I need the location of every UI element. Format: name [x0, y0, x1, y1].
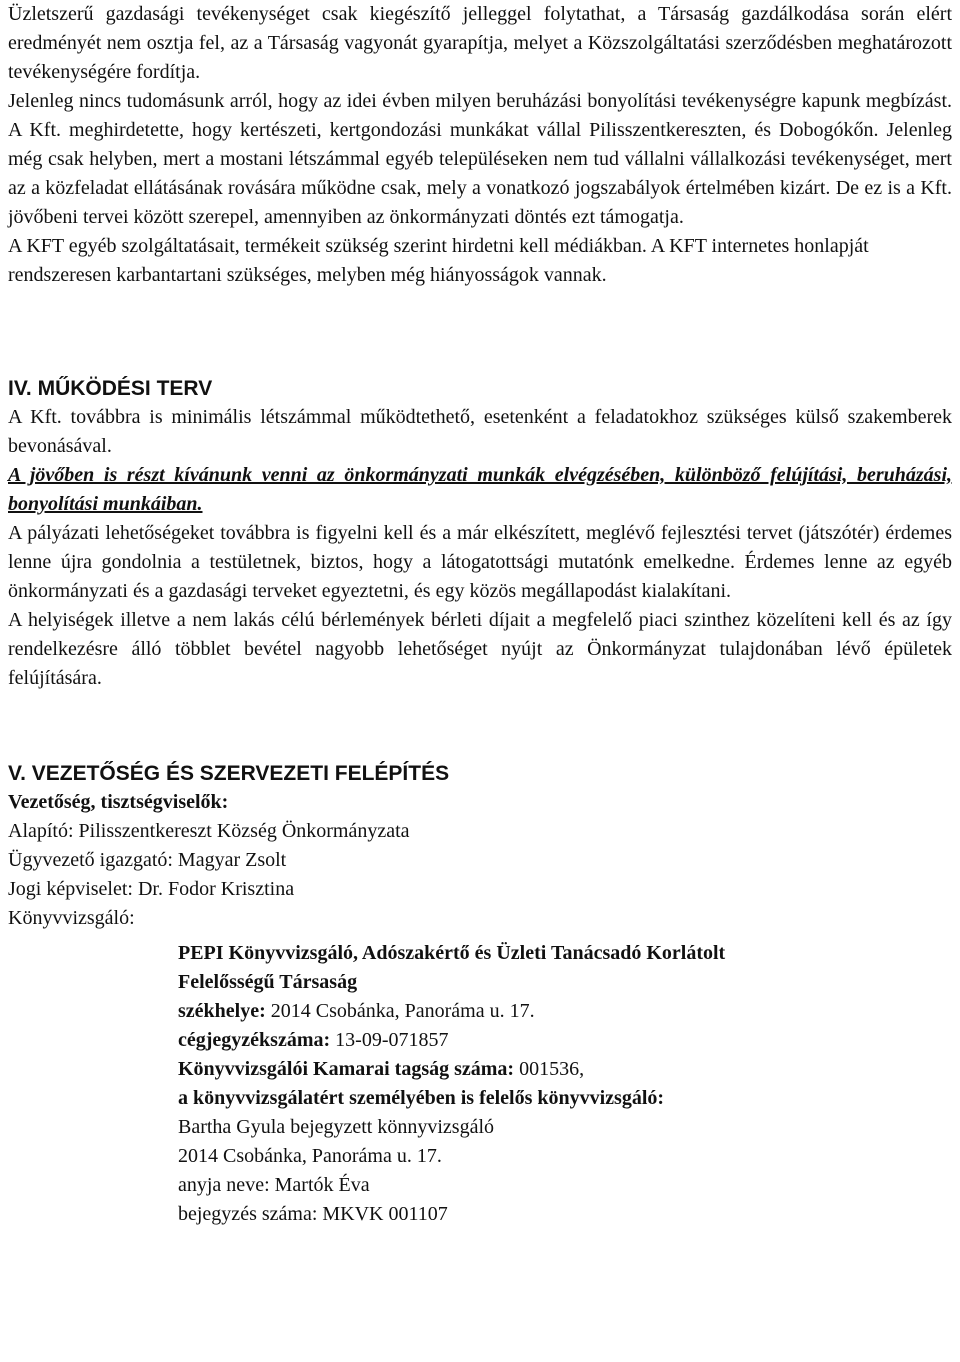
section-4-paragraph-4: A helyiségek illetve a nem lakás célú bérlemények bérleti díjait a megfelelő piaci szinthez közelíteni kell és az így rendelkezésre álló többlet bevétel nagyobb lehetőséget nyújt az Önkormányzat tulajdonában lévő épületek felújítására.	[8, 609, 952, 689]
section-5-heading: V. VEZETŐSÉG ÉS SZERVEZETI FELÉPÍTÉS	[8, 762, 450, 785]
auditor-details	[8, 933, 952, 1229]
ceo-line: Ügyvezető igazgató: Magyar Zsolt	[8, 849, 287, 871]
section-4-paragraph-3: A pályázati lehetőségeket továbbra is figyelni kell és a már elkészített, meglévő fejlesztési tervet (játszótér) érdemes lenne újra gondolnia a testületnek, biztos, hogy a látogatottsági mutatónk emelkedne. Érdemes lenne az egyéb önkormányzati és a gazdasági terveket egyeztetni, és egy közös megállapodást kialakítani.	[8, 522, 952, 602]
spacer	[8, 693, 952, 759]
auditor-seat	[178, 997, 952, 1026]
intro-paragraph-2: Jelenleg nincs tudomásunk arról, hogy az idei évben milyen beruházási bonyolítási tevékenységre kapunk megbízást. A Kft. meghirdetette, hogy kertészeti, kertgondozási munkákat vállal Pilisszentkereszten, és Dobogókőn. Jelenleg még csak helyben, mert a mostani létszámmal egyéb településeken nem tud vállalni vállalkozási tevékenységet, mert az a közfeladat ellátásának rovására működne csak, mely a vonatkozó jogszabályok értelmében kizárt. De ez is a Kft. jövőbeni tervei között szerepel, amennyiben az önkormányzati döntés ezt támogatja.	[8, 90, 952, 228]
auditor-chamber	[178, 1055, 952, 1084]
seat-value: 2014 Csobánka, Panoráma u. 17.	[265, 1000, 535, 1022]
responsible-auditor-label: a könyvvizsgálatért személyében is felelős könyvvizsgáló:	[178, 1087, 665, 1109]
regno-label: cégjegyzékszáma:	[178, 1029, 331, 1051]
auditor-company-name: PEPI Könyvvizsgáló, Adószakértő és Üzleti Tanácsadó Korlátolt	[178, 942, 726, 964]
regno-value: 13-09-071857	[330, 1029, 449, 1051]
legal-representation-line: Jogi képviselet: Dr. Fodor Krisztina	[8, 878, 295, 900]
auditor-company-name-cont: Felelősségű Társaság	[178, 971, 358, 993]
section-4-heading: IV. MŰKÖDÉSI TERV	[8, 377, 213, 400]
responsible-auditor-mother: anyja neve: Martók Éva	[178, 1174, 370, 1196]
auditor-label: Könyvvizsgáló:	[8, 907, 135, 929]
section-5-subheading: Vezetőség, tisztségviselők:	[8, 791, 229, 813]
section-4-paragraph-1: A Kft. továbbra is minimális létszámmal működtethető, esetenként a feladatokhoz szükséges külső szakemberek bevonásával.	[8, 406, 952, 457]
seat-label: székhelye:	[178, 1000, 266, 1022]
responsible-auditor-address: 2014 Csobánka, Panoráma u. 17.	[178, 1145, 442, 1167]
chamber-value: 001536,	[514, 1058, 585, 1080]
intro-paragraph-1: Üzletszerű gazdasági tevékenységet csak kiegészítő jelleggel folytathat, a Társaság gazdálkodása során elért eredményét nem osztja fel, az a Társaság vagyonát gyarapítja, melyet a Közszolgáltatási szerződésben meghatározott tevékenységére fordítja.	[8, 3, 952, 83]
auditor-regno	[178, 1026, 952, 1055]
responsible-auditor-name: Bartha Gyula bejegyzett könnyvizsgáló	[178, 1116, 495, 1138]
spacer	[8, 290, 952, 374]
responsible-auditor-registration: bejegyzés száma: MKVK 001107	[178, 1203, 448, 1225]
intro-paragraph-3: A KFT egyéb szolgáltatásait, termékeit szükség szerint hirdetni kell médiákban. A KFT internetes honlapját rendszeresen karbantartani szükséges, melyben még hiányosságok vannak.	[8, 235, 869, 286]
founder-line: Alapító: Pilisszentkereszt Község Önkormányzata	[8, 820, 410, 842]
chamber-label: Könyvvizsgálói Kamarai tagság száma:	[178, 1058, 515, 1080]
section-4-emphasis-paragraph: A jövőben is részt kívánunk venni az önkormányzati munkák elvégzésében, különböző felújítási, beruházási, bonyolítási munkáiban.	[8, 464, 952, 515]
